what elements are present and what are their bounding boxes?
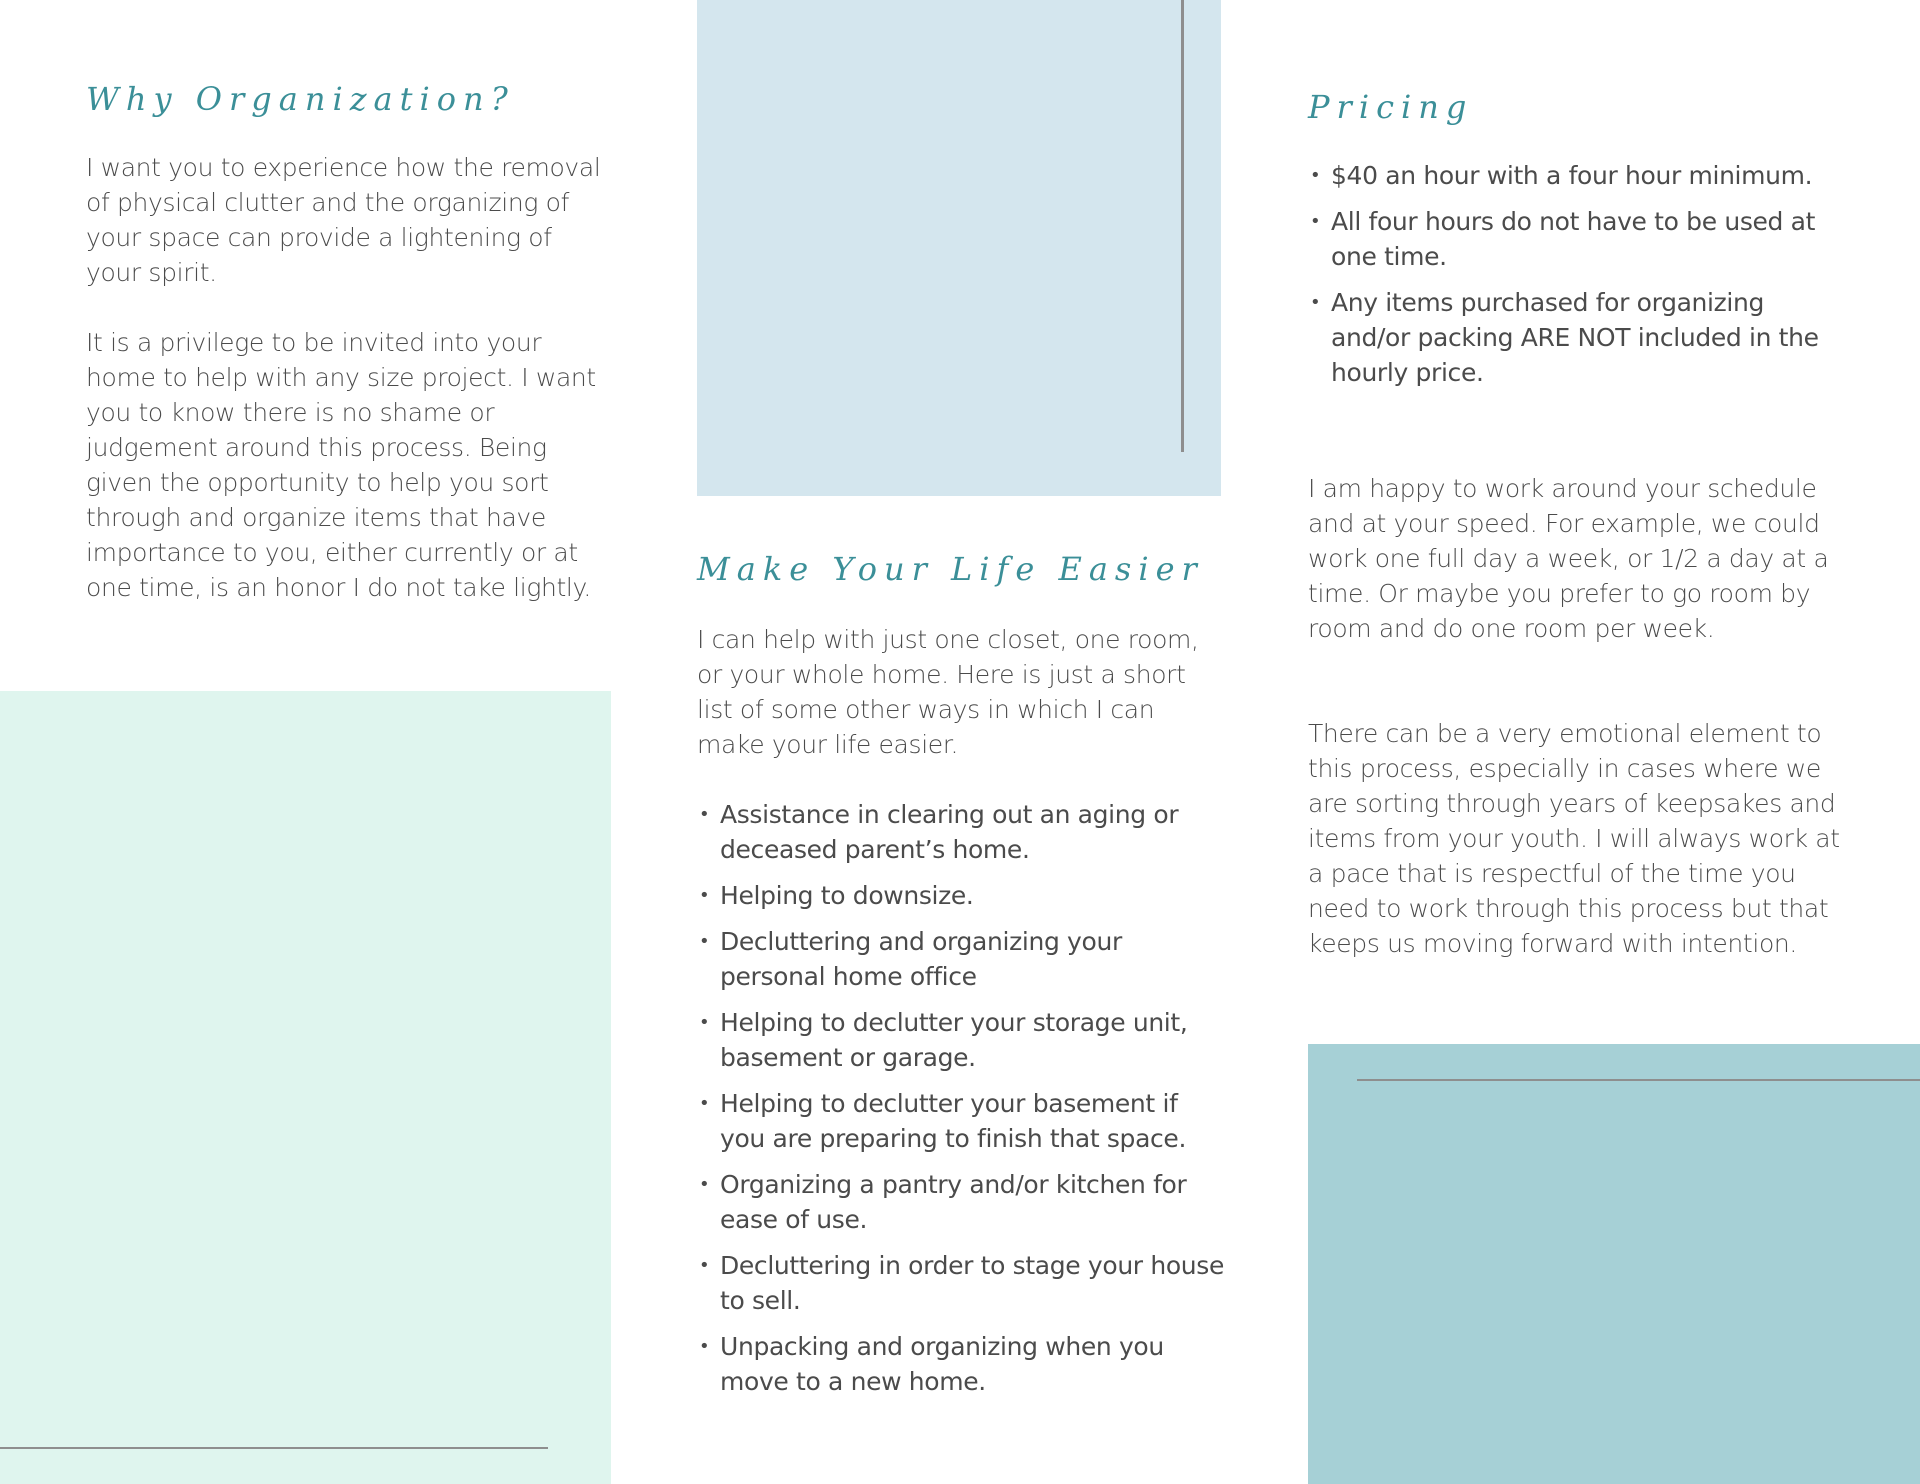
heading-make-your-life-easier: Make Your Life Easier <box>697 550 1204 588</box>
bullet-icon: • <box>699 931 710 952</box>
pricing-paragraph-2: There can be a very emotional element to this process, especially in cases where we are sorting through years of keepsakes and items from your youth. I will always work at a pace that is respectful of the time you need to work through this process but that keeps us moving forward with intention. <box>1308 719 1840 958</box>
list-item <box>697 1329 1227 1399</box>
bullet-icon: • <box>699 1174 710 1195</box>
list-item <box>697 1086 1227 1156</box>
list-item-text: Helping to declutter your basement if you are preparing to finish that space. <box>720 1089 1187 1153</box>
heading-pricing: Pricing <box>1308 88 1474 126</box>
sky-color-block <box>697 0 1221 496</box>
list-item <box>1308 158 1828 193</box>
teal-color-block <box>1308 1044 1920 1484</box>
pricing-paragraph-1: I am happy to work around your schedule and at your speed. For example, we could work one full day a week, or 1/2 a day at a time. Or maybe you prefer to go room by room and do one room per week. <box>1308 474 1829 643</box>
bullet-icon: • <box>699 804 710 825</box>
list-item <box>697 1248 1227 1318</box>
divider-line-vertical <box>1181 0 1184 452</box>
list-item-text: Assistance in clearing out an aging or deceased parent’s home. <box>720 800 1179 864</box>
list-item-text: Decluttering and organizing your personal home office <box>720 927 1122 991</box>
pricing-list <box>1308 158 1828 401</box>
bullet-icon: • <box>699 1255 710 1276</box>
divider-line-teal-block <box>1357 1079 1920 1081</box>
list-item <box>697 1005 1227 1075</box>
list-item-text: Helping to declutter your storage unit, basement or garage. <box>720 1008 1188 1072</box>
list-item-text: Decluttering in order to stage your house to sell. <box>720 1251 1224 1315</box>
list-item-text: Unpacking and organizing when you move to a new home. <box>720 1332 1164 1396</box>
list-item <box>1308 204 1828 274</box>
make-life-easier-intro: I can help with just one closet, one room, or your whole home. Here is just a short list of some other ways in which I can make your life easier. <box>697 625 1199 759</box>
bullet-icon: • <box>699 1093 710 1114</box>
list-item <box>697 797 1227 867</box>
list-item-text: $40 an hour with a four hour minimum. <box>1331 161 1813 190</box>
bullet-icon: • <box>1310 292 1321 313</box>
list-item-text: Organizing a pantry and/or kitchen for ease of use. <box>720 1170 1187 1234</box>
bullet-icon: • <box>1310 165 1321 186</box>
services-list <box>697 797 1227 1410</box>
heading-why-organization: Why Organization? <box>86 80 515 118</box>
list-item-text: Helping to downsize. <box>720 881 974 910</box>
why-organization-paragraph-2: It is a privilege to be invited into your home to help with any size project. I want you to know there is no shame or judgement around this process. Being given the opportunity to help you sort through and organize items that have importance to you, either currently or at one time, is an honor I do not take lightly. <box>86 328 596 602</box>
bullet-icon: • <box>699 885 710 906</box>
list-item <box>697 1167 1227 1237</box>
list-item <box>697 878 1227 913</box>
list-item-text: Any items purchased for organizing and/or packing ARE NOT included in the hourly price. <box>1331 288 1819 387</box>
list-item <box>697 924 1227 994</box>
mint-color-block <box>0 691 611 1484</box>
list-item-text: All four hours do not have to be used at one time. <box>1331 207 1816 271</box>
divider-line-bottom-left <box>0 1447 548 1449</box>
bullet-icon: • <box>699 1336 710 1357</box>
bullet-icon: • <box>699 1012 710 1033</box>
bullet-icon: • <box>1310 211 1321 232</box>
why-organization-paragraph-1: I want you to experience how the removal of physical clutter and the organizing of your space can provide a lightening of your spirit. <box>86 153 601 287</box>
list-item <box>1308 285 1828 390</box>
